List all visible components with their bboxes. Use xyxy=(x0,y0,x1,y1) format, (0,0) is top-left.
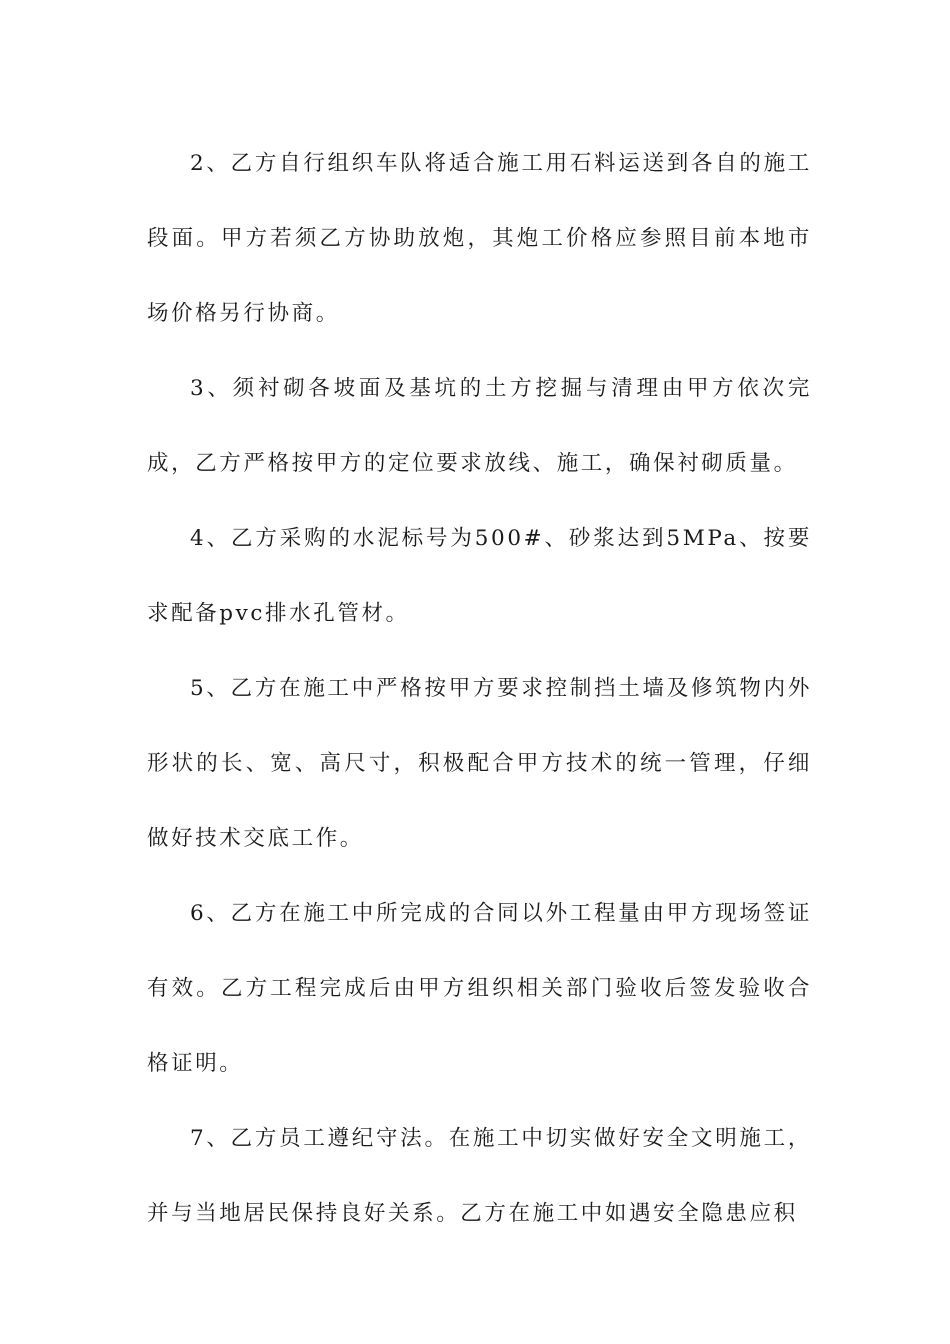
paragraph-item-7: 7、乙方员工遵纪守法。在施工中切实做好安全文明施工，并与当地居民保持良好关系。乙方在施工中如遇安全隐患应积 xyxy=(147,1126,812,1226)
paragraph-item-3: 3、须衬砌各坡面及基坑的土方挖掘与清理由甲方依次完成，乙方严格按甲方的定位要求放线、施工，确保衬砌质量。 xyxy=(147,376,812,476)
paragraph-item-4: 4、乙方采购的水泥标号为500#、砂浆达到5MPa、按要求配备pvc排水孔管材。 xyxy=(147,526,812,626)
paragraph-item-6: 6、乙方在施工中所完成的合同以外工程量由甲方现场签证有效。乙方工程完成后由甲方组织相关部门验收后签发验收合格证明。 xyxy=(147,901,812,1076)
paragraph-item-2: 2、乙方自行组织车队将适合施工用石料运送到各自的施工段面。甲方若须乙方协助放炮，其炮工价格应参照目前本地市场价格另行协商。 xyxy=(147,151,812,326)
paragraph-item-5: 5、乙方在施工中严格按甲方要求控制挡土墙及修筑物内外形状的长、宽、高尺寸，积极配合甲方技术的统一管理，仔细做好技术交底工作。 xyxy=(147,676,812,851)
document-body xyxy=(147,126,812,1251)
